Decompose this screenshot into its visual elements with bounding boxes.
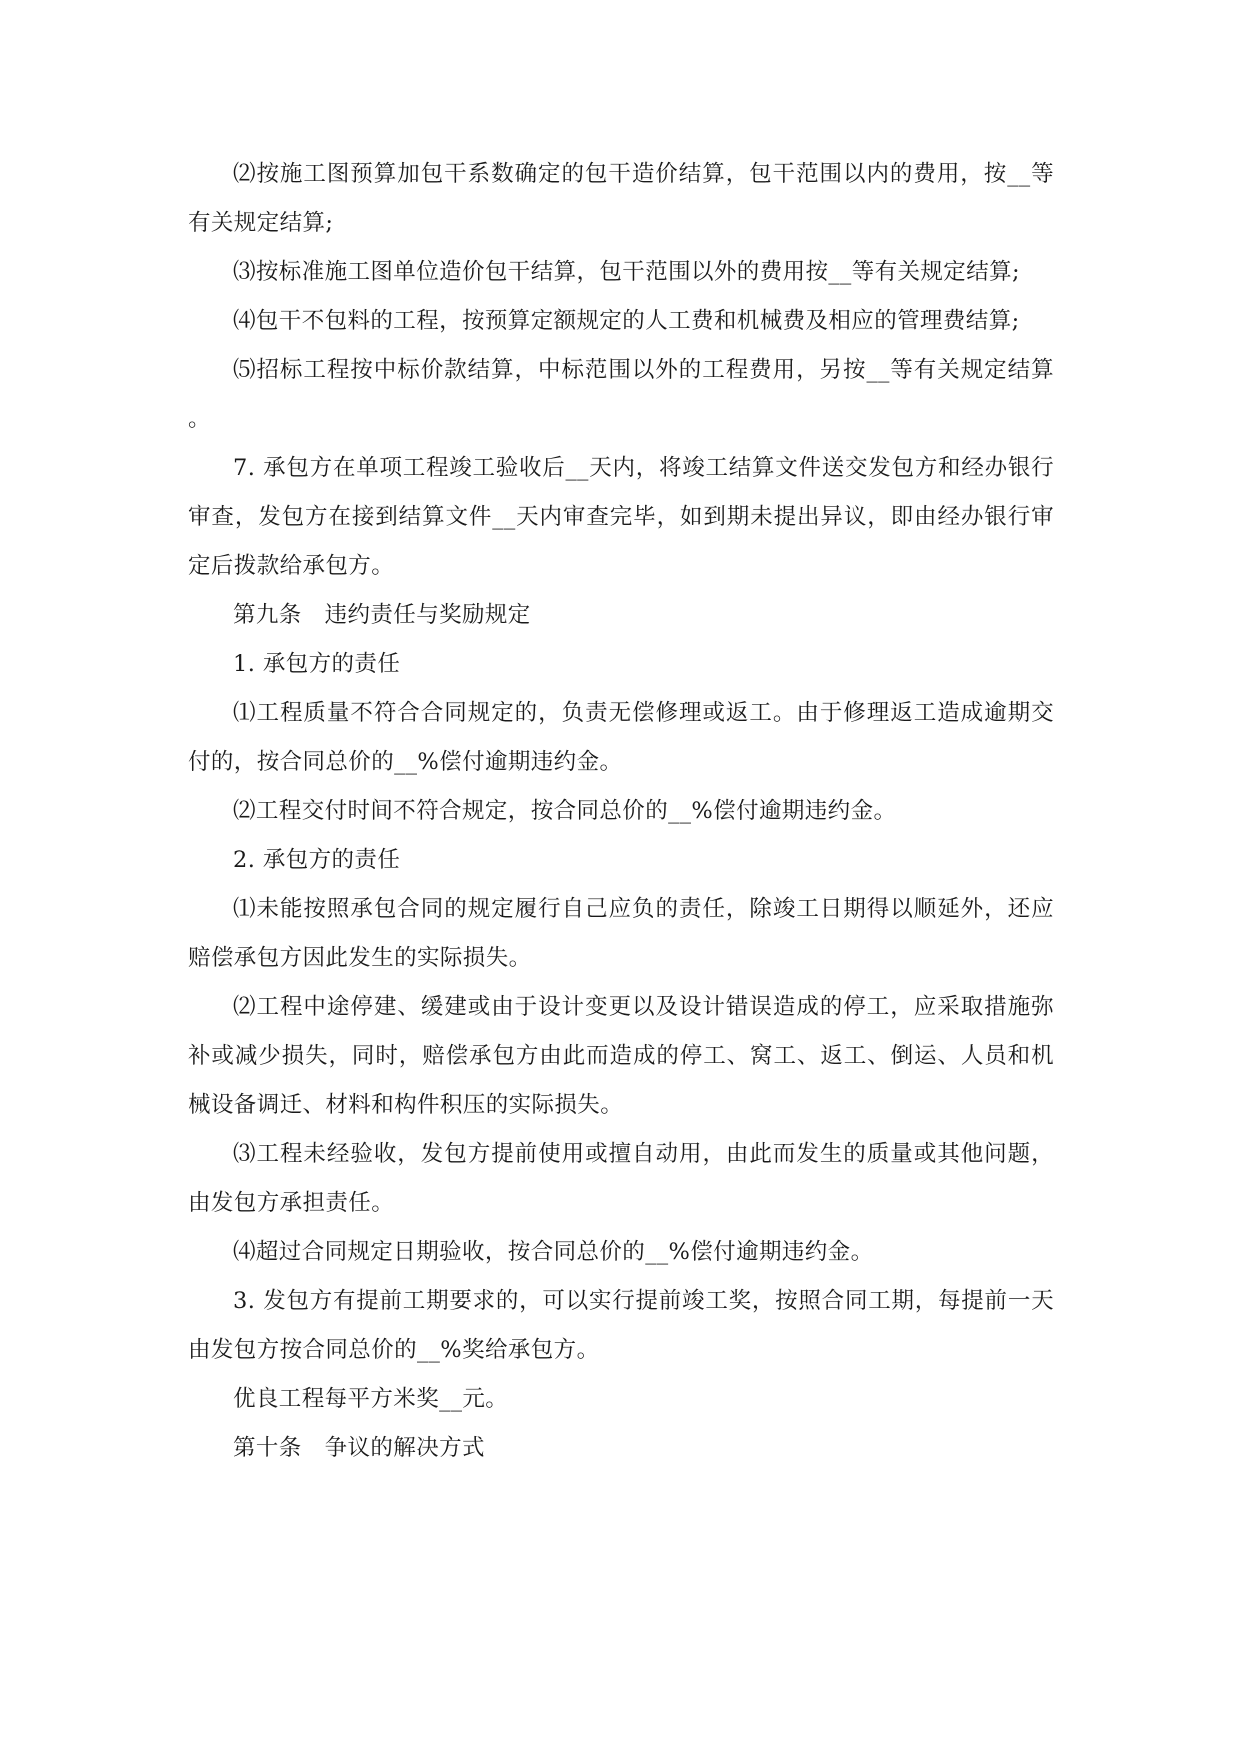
article-ten-heading: 第十条 争议的解决方式 [233, 1435, 485, 1461]
paragraph-tender-project: ⑸招标工程按中标价款结算，中标范围以外的工程费用，另按__等有关规定结算。 [188, 357, 1054, 432]
paragraph-delivery-delay: ⑵工程交付时间不符合规定，按合同总价的__%偿付逾期违约金。 [233, 798, 897, 824]
paragraph-failure-to-perform: ⑴未能按照承包合同的规定履行自己应负的责任，除竣工日期得以顺延外，还应赔偿承包方因此发生的实际损失。 [188, 896, 1054, 971]
paragraph-work-stoppage: ⑵工程中途停建、缓建或由于设计变更以及设计错误造成的停工，应采取措施弥补或减少损失，同时，赔偿承包方由此而造成的停工、窝工、返工、倒运、人员和机械设备调迁、材料和构件积压的实际损失。 [188, 994, 1054, 1118]
paragraph-quality-defect: ⑴工程质量不符合合同规定的，负责无偿修理或返工。由于修理返工造成逾期交付的，按合同总价的__%偿付逾期违约金。 [188, 700, 1054, 775]
document-page [188, 150, 1054, 1473]
paragraph-quality-bonus: 优良工程每平方米奖__元。 [233, 1386, 509, 1412]
second-liability-heading: 2. 承包方的责任 [233, 847, 401, 873]
paragraph-late-acceptance: ⑷超过合同规定日期验收，按合同总价的__%偿付逾期违约金。 [233, 1239, 874, 1265]
article-nine-heading: 第九条 违约责任与奖励规定 [233, 602, 531, 628]
paragraph-labor-only: ⑷包干不包料的工程，按预算定额规定的人工费和机械费及相应的管理费结算; [233, 308, 1020, 334]
paragraph-early-use: ⑶工程未经验收，发包方提前使用或擅自动用，由此而发生的质量或其他问题，由发包方承担责任。 [188, 1141, 1054, 1216]
contractor-liability-heading: 1. 承包方的责任 [233, 651, 401, 677]
paragraph-early-completion-bonus: 3. 发包方有提前工期要求的，可以实行提前竣工奖，按照合同工期，每提前一天由发包方按合同总价的__%奖给承包方。 [188, 1288, 1054, 1363]
paragraph-final-settlement: 7. 承包方在单项工程竣工验收后__天内，将竣工结算文件送交发包方和经办银行审查，发包方在接到结算文件__天内审查完毕，如到期未提出异议，即由经办银行审定后拨款给承包方。 [188, 455, 1054, 579]
paragraph-lump-sum-budget: ⑵按施工图预算加包干系数确定的包干造价结算，包干范围以内的费用，按__等有关规定结算; [188, 161, 1054, 236]
paragraph-standard-unit-price: ⑶按标准施工图单位造价包干结算，包干范围以外的费用按__等有关规定结算; [233, 259, 1020, 285]
